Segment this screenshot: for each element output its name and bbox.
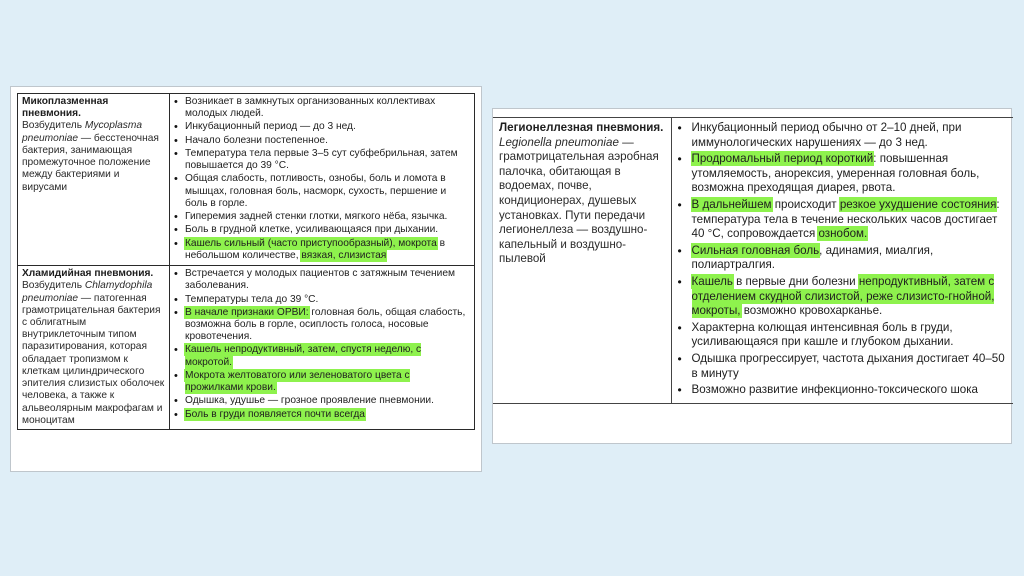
- description-text: — бесстеночная бактерия, занимающая промежуточное положение между бактериями и вирусами: [22, 132, 159, 193]
- description-text: Возбудитель: [22, 280, 85, 292]
- pathogen-description: [22, 120, 165, 193]
- pathogen-description: [499, 136, 665, 267]
- highlighted-text: непродуктивный, затем с отделением скудной слизистой, реже слизисто-гнойной, мокроты,: [691, 274, 995, 318]
- table-row: [18, 266, 475, 430]
- pathogen-cell: [18, 94, 170, 266]
- list-item: [174, 370, 470, 394]
- list-item: [174, 211, 470, 223]
- list-item: [678, 198, 1008, 242]
- list-item: [174, 344, 470, 368]
- item-text: Инкубационный период обычно от 2–10 дней, при иммунологических нарушениях — до 3 нед.: [691, 121, 962, 149]
- item-text: Характерна колющая интенсивная боль в груди, усиливающаяся при кашле и глубоком дыхании.: [691, 320, 954, 349]
- item-text: : повышенная утомляемость, анорексия, умеренная головная боль, возможна преходящая диарея, рвота.: [691, 152, 980, 195]
- list-item: [678, 352, 1008, 381]
- symptom-list: [174, 268, 470, 421]
- list-item: [174, 395, 470, 407]
- highlighted-text: вязкая, слизистая: [301, 249, 387, 261]
- right-scan-image: [492, 108, 1012, 444]
- item-text: , адинамия, миалгия, полиартралгия.: [691, 243, 934, 272]
- disease-name: Хламидийная пневмония.: [22, 268, 154, 280]
- disease-name: Микоплазменная пневмония.: [22, 96, 109, 120]
- item-text: в небольшом количестве,: [185, 237, 446, 261]
- pneumonia-table-left: [17, 93, 475, 430]
- list-item: [174, 96, 470, 120]
- list-item: [174, 224, 470, 236]
- pathogen-cell: [18, 266, 170, 430]
- item-text: : температура тела в течение нескольких часов достигает 40 °С, сопровождается: [691, 197, 1000, 241]
- item-text: Общая слабость, потливость, ознобы, боль и ломота в мышцах, головная боль, насморк, сухость, першение и боль в горле.: [185, 173, 447, 209]
- highlighted-text: Мокрота желтоватого или зеленоватого цвета с прожилками крови.: [185, 369, 410, 394]
- list-item: [174, 307, 470, 344]
- list-item: [174, 121, 470, 133]
- item-text: происходит: [771, 197, 840, 211]
- item-text: возможно кровохарканье.: [740, 304, 883, 318]
- table-row: [18, 94, 475, 266]
- highlighted-text: Сильная головная боль: [691, 243, 820, 257]
- description-text: — грамотрицательная аэробная палочка, обитающая в водоемах, почве, кондиционерах, душевых установках. Пути передачи легионеллеза — воздушно-капельный и воздушно-пылевой: [499, 135, 659, 266]
- highlighted-text: ознобом.: [818, 227, 868, 241]
- list-item: [678, 244, 1008, 273]
- list-item: [678, 321, 1008, 350]
- list-item: [678, 275, 1008, 319]
- highlighted-text: Боль в груди появляется почти всегда: [185, 408, 365, 420]
- highlighted-text: Продромальный период короткий: [691, 152, 874, 166]
- species-name: Mycoplasma pneumoniae: [22, 120, 143, 144]
- list-item: [174, 148, 470, 172]
- disease-name: Легионеллезная пневмония.: [499, 121, 664, 134]
- list-item: [174, 409, 470, 421]
- species-name: Legionella pneumoniae: [499, 135, 619, 149]
- symptoms-cell: [170, 94, 475, 266]
- list-item: [678, 383, 1008, 398]
- item-text: Встречается у молодых пациентов с затяжным течением заболевания.: [185, 268, 456, 292]
- list-item: [174, 238, 470, 262]
- list-item: [174, 135, 470, 147]
- highlighted-text: Кашель: [691, 274, 733, 288]
- item-text: Начало болезни постепенное.: [185, 134, 328, 146]
- highlighted-text: В начале признаки ОРВИ:: [185, 306, 309, 318]
- symptom-list: [678, 121, 1008, 398]
- item-text: Температура тела первые 3–5 сут субфебрильная, затем повышается до 39 °С.: [185, 147, 458, 172]
- table-row: [493, 118, 1013, 404]
- highlighted-text: Кашель непродуктивный, затем, спустя неделю, с мокротой.: [185, 344, 422, 368]
- list-item: [678, 152, 1008, 196]
- symptom-list: [174, 96, 470, 262]
- description-text: Возбудитель: [22, 120, 85, 132]
- pathogen-cell: [493, 118, 671, 404]
- item-text: Температуры тела до 39 °С.: [185, 293, 319, 305]
- item-text: Одышка, удушье — грозное проявление пневмонии.: [185, 395, 434, 407]
- item-text: Возникает в замкнутых организованных коллективах молодых людей.: [185, 96, 436, 120]
- symptoms-cell: [170, 266, 475, 430]
- item-text: головная боль, общая слабость, возможна боль в горле, осиплость голоса, носовые кровотечения.: [185, 306, 466, 343]
- list-item: [174, 173, 470, 210]
- highlighted-text: Кашель сильный (часто приступообразный), мокрота: [185, 237, 437, 249]
- list-item: [174, 294, 470, 306]
- species-name: Chlamydophila pneumoniae: [22, 280, 153, 304]
- item-text: Возможно развитие инфекционно-токсического шока: [691, 383, 978, 397]
- highlighted-text: В дальнейшем: [691, 197, 772, 211]
- item-text: Инкубационный период — до 3 нед.: [185, 121, 356, 133]
- pneumonia-table-right: [493, 117, 1013, 404]
- left-scan-image: [10, 86, 482, 472]
- item-text: в первые дни болезни: [732, 274, 859, 288]
- item-text: Боль в грудной клетке, усиливающаяся при дыхании.: [185, 224, 439, 236]
- description-text: — патогенная грамотрицательная бактерия с облигатным внутриклеточным типом паразитирования, которая обладает тропизмом к клеткам цилиндрического эпителия слизистых оболочек человека, а также к альвеолярным макрофагам и моноцитам: [22, 292, 165, 426]
- item-text: Одышка прогрессирует, частота дыхания достигает 40–50 в минуту: [691, 351, 1005, 380]
- symptoms-cell: [671, 118, 1013, 404]
- list-item: [678, 121, 1008, 150]
- highlighted-text: резкое ухудшение состояния: [839, 197, 997, 211]
- item-text: Гиперемия задней стенки глотки, мягкого нёба, язычка.: [185, 211, 448, 223]
- list-item: [174, 268, 470, 292]
- pathogen-description: [22, 280, 165, 427]
